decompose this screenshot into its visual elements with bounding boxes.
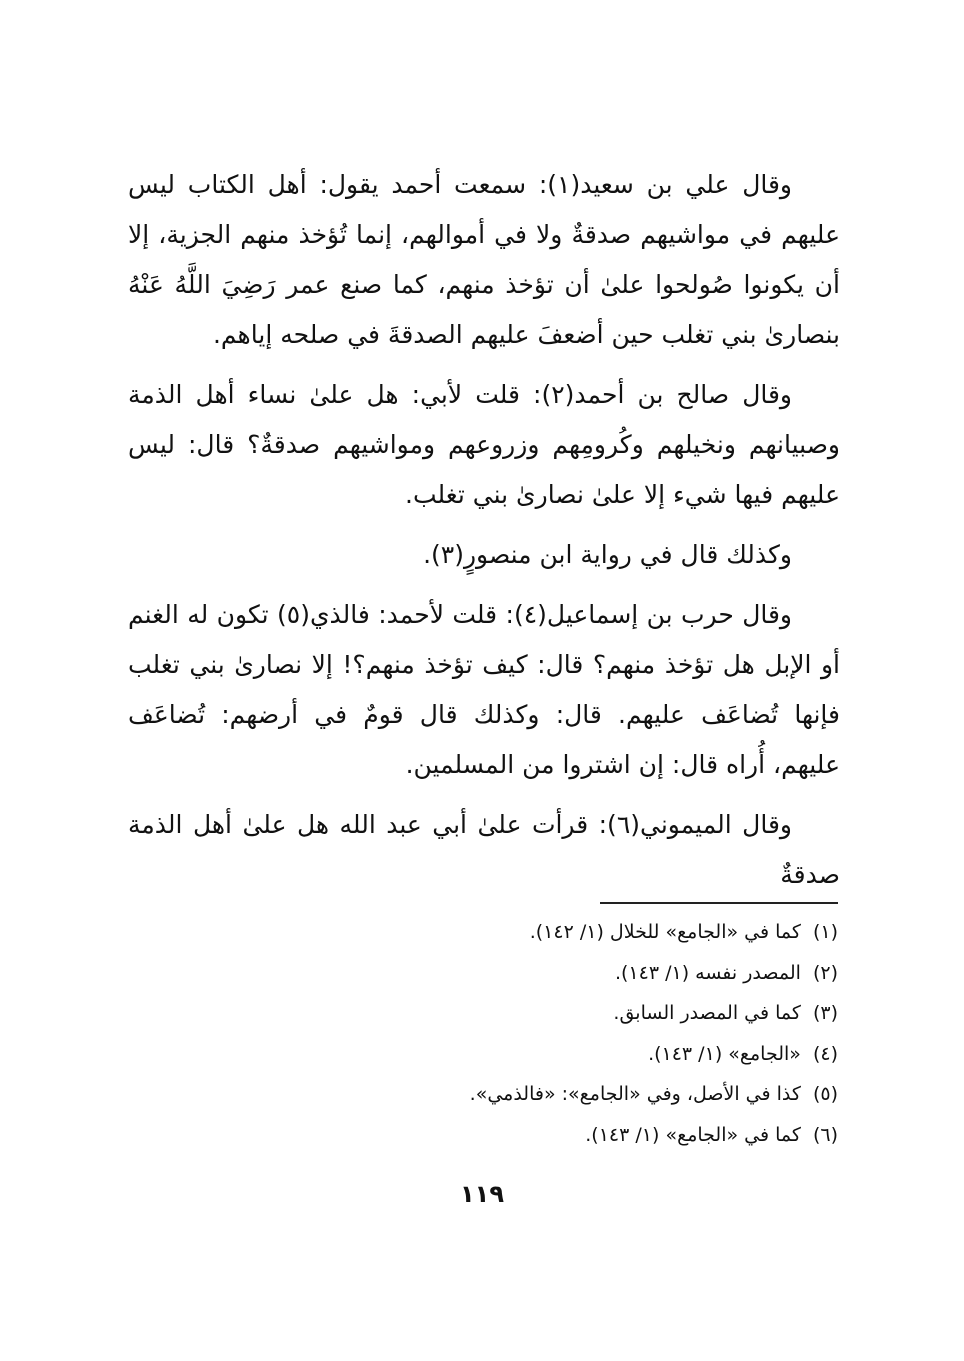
footnote-text: كما في «الجامع» للخلال (١/ ١٤٢). [529,921,801,943]
paragraph-maymuni: وقال الميموني(٦): قرأت علىٰ أبي عبد الله هل علىٰ أهل الذمة صدقةٌ [128,810,840,889]
paragraph-ali-ibn-said: وقال علي بن سعيد(١): سمعت أحمد يقول: أهل الكتاب ليس عليهم في مواشيهم صدقةٌ ولا في أموالهم، إنما تُؤخذ منهم الجزية، إلا أن يكونوا صُولحوا علىٰ أن تؤخذ منهم، كما صنع عمر رَضِيَ اللَّهُ عَنْهُ بنصارىٰ بني تغلب حين أضعفَ عليهم الصدقةَ في صلحه إياهم. [128,170,840,349]
footnote-number: (٦) [812,1123,838,1146]
paragraph-salih-ibn-ahmad: وقال صالح بن أحمد(٢): قلت لأبي: هل علىٰ نساء أهل الذمة وصبيانهم ونخيلهم وكُرومِهم وزروعهم ومواشيهم صدقةٌ؟ قال: ليس عليهم فيها شيء إلا علىٰ نصارىٰ بني تغلب. [128,380,840,509]
paragraph-ibn-mansur: وكذلك قال في رواية ابن منصورٍ(٣). [423,540,792,569]
footnote-number: (٥) [812,1083,838,1105]
footnote-number: (٢) [812,961,838,984]
page-number: ١١٩ [460,1180,504,1208]
footnote-text: كما في «الجامع» (١/ ١٤٣). [585,1123,801,1146]
footnote-divider [600,902,838,904]
footnote-text: كذا في الأصل، وفي «الجامع»: «فالذمي». [469,1083,801,1105]
footnote-text: كما في المصدر السابق. [613,1002,801,1024]
footnote-number: (١) [812,921,838,943]
paragraph-harb-ibn-ismail: وقال حرب بن إسماعيل(٤): قلت لأحمد: فالذي(٥) تكون له الغنم أو الإبل هل تؤخذ منهم؟ قال: كيف تؤخذ منهم؟! إلا نصارىٰ بني تغلب فإنها تُضاعَف عليهم. قال: وكذلك قال قومٌ في أرضهم: تُضاعَف عليهم، أُراه قال: إن اشتروا من المسلمين. [128,600,840,779]
footnote-2 [128,953,838,994]
footnote-3 [128,993,838,1034]
footnote-6 [128,1115,838,1156]
footnote-number: (٣) [812,1002,838,1024]
footnote-4 [128,1034,838,1075]
footnote-1 [128,912,838,953]
main-text [128,160,840,910]
footnote-number: (٤) [812,1042,838,1065]
footnote-5 [128,1074,838,1115]
footnotes [128,912,838,1155]
footnote-text: المصدر نفسه (١/ ١٤٣). [614,961,801,984]
footnote-text: «الجامع» (١/ ١٤٣). [648,1042,801,1065]
